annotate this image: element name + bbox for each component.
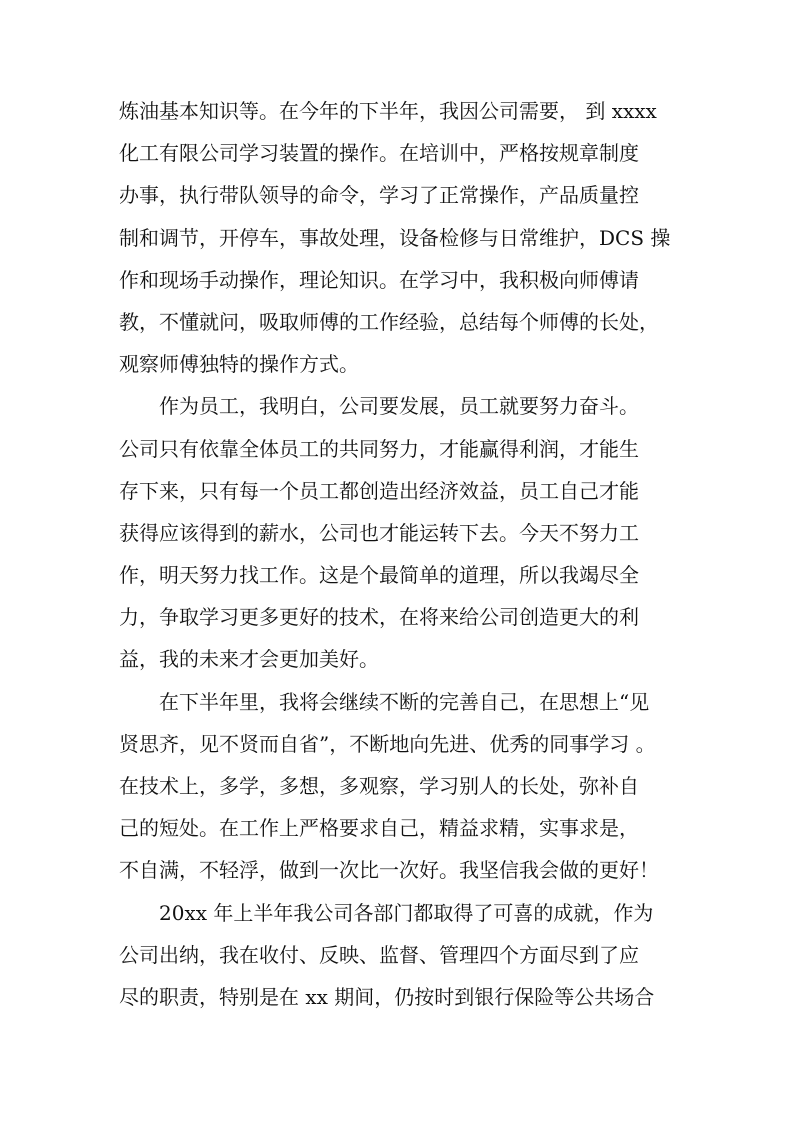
text-line: 不自满，不轻浮，做到一次比一次好。我坚信我会做的更好！ [119,858,659,883]
text-line: 办事，执行带队领导的命令，学习了正常操作，产品质量控 [119,183,639,208]
paragraph-3 [119,681,679,892]
text-line: 存下来，只有每一个员工都创造出经济效益，员工自己才能 [119,478,639,503]
text-line-indented: 20xx 年上半年我公司各部门都取得了可喜的成就，作为 [159,900,654,925]
text-line: 化工有限公司学习装置的操作。在培训中，严格按规章制度 [119,141,639,166]
document-body [119,90,679,1018]
text-line: 观察师傅独特的操作方式。 [119,352,359,377]
text-line: 己的短处。在工作上严格要求自己，精益求精，实事求是， [119,816,639,841]
text-line: 公司出纳，我在收付、反映、监督、管理四个方面尽到了应 [119,942,639,967]
text-line-indented: 在下半年里，我将会继续不断的完善自己，在思想上“见 [159,689,650,714]
text-line: 获得应该得到的薪水，公司也才能运转下去。今天不努力工 [119,520,639,545]
paragraph-4 [119,892,679,1019]
text-line: 尽的职责，特别是在 xx 期间，仍按时到银行保险等公共场合 [119,984,655,1009]
text-line-indented: 作为员工，我明白，公司要发展，员工就要努力奋斗。 [159,394,639,419]
text-line: 力，争取学习更多更好的技术，在将来给公司创造更大的利 [119,605,639,630]
paragraph-2 [119,385,679,680]
text-line: 公司只有依靠全体员工的共同努力，才能赢得利润，才能生 [119,436,639,461]
text-line: 作，明天努力找工作。这是个最简单的道理，所以我竭尽全 [119,563,639,588]
text-line: 炼油基本知识等。在今年的下半年，我因公司需要， 到 xxxx [119,99,657,123]
text-line: 教，不懂就问，吸取师傅的工作经验，总结每个师傅的长处， [119,309,659,334]
text-line: 在技术上，多学，多想，多观察，学习别人的长处，弥补自 [119,774,639,798]
text-line: 贤思齐，见不贤而自省”，不断地向先进、优秀的同事学习 。 [119,731,656,756]
text-line: 制和调节，开停车，事故处理，设备检修与日常维护，DCS 操 [119,225,671,250]
paragraph-1 [119,90,679,385]
text-line: 作和现场手动操作，理论知识。在学习中，我积极向师傅请 [119,267,639,292]
text-line: 益，我的未来才会更加美好。 [119,647,379,672]
